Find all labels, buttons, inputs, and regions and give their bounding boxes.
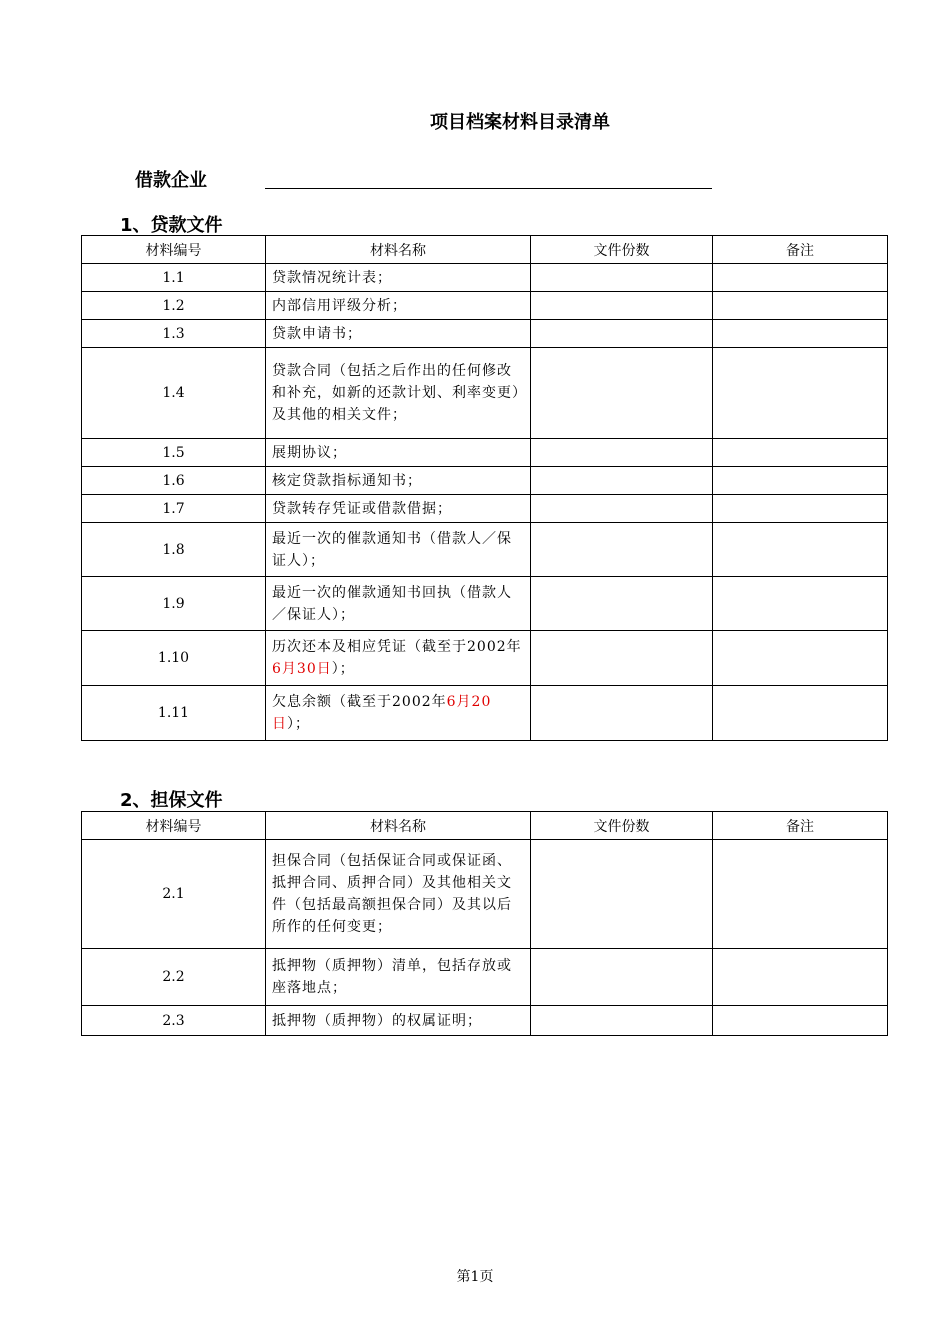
table-row <box>82 320 888 348</box>
header-name: 材料名称 <box>266 236 531 264</box>
table-header-row <box>82 236 888 264</box>
row-copies-cell[interactable] <box>531 840 713 949</box>
table-row <box>82 467 888 495</box>
table-row <box>82 1006 888 1036</box>
row-remarks-cell[interactable] <box>713 577 888 631</box>
section2-title: 2、担保文件 <box>120 790 223 811</box>
row-name: 最近一次的催款通知书回执（借款人／保证人）； <box>266 577 531 631</box>
row-number: 2.3 <box>82 1006 266 1036</box>
row-name-date: 6月30日 <box>272 661 332 677</box>
header-remarks: 备注 <box>713 812 888 840</box>
row-number: 1.11 <box>82 686 266 741</box>
row-remarks-cell[interactable] <box>713 320 888 348</box>
guarantee-documents-table <box>81 811 888 1036</box>
row-copies-cell[interactable] <box>531 292 713 320</box>
row-number: 1.8 <box>82 523 266 577</box>
table-row <box>82 840 888 949</box>
section1-title: 1、贷款文件 <box>120 215 223 236</box>
row-remarks-cell[interactable] <box>713 292 888 320</box>
header-copies: 文件份数 <box>531 236 713 264</box>
page-title: 项目档案材料目录清单 <box>430 112 610 133</box>
row-number: 1.1 <box>82 264 266 292</box>
row-number: 2.1 <box>82 840 266 949</box>
page-number: 第1页 <box>456 1269 494 1285</box>
row-name: 展期协议； <box>266 439 531 467</box>
row-name: 核定贷款指标通知书； <box>266 467 531 495</box>
row-name: 抵押物（质押物）的权属证明； <box>266 1006 531 1036</box>
header-remarks: 备注 <box>713 236 888 264</box>
header-number: 材料编号 <box>82 236 266 264</box>
table-row <box>82 523 888 577</box>
row-name: 最近一次的催款通知书（借款人／保证人）； <box>266 523 531 577</box>
row-copies-cell[interactable] <box>531 348 713 439</box>
row-remarks-cell[interactable] <box>713 495 888 523</box>
row-name <box>266 631 531 686</box>
row-copies-cell[interactable] <box>531 631 713 686</box>
row-remarks-cell[interactable] <box>713 1006 888 1036</box>
table-row <box>82 686 888 741</box>
loan-documents-table <box>81 235 888 741</box>
row-name: 内部信用评级分析； <box>266 292 531 320</box>
table-row <box>82 495 888 523</box>
table-row <box>82 577 888 631</box>
row-name <box>266 686 531 741</box>
row-copies-cell[interactable] <box>531 1006 713 1036</box>
table-header-row <box>82 812 888 840</box>
borrower-input-line[interactable] <box>265 188 712 189</box>
row-name-text-end: ）； <box>287 716 310 732</box>
row-number: 1.5 <box>82 439 266 467</box>
row-number: 1.4 <box>82 348 266 439</box>
row-number: 1.6 <box>82 467 266 495</box>
row-name: 担保合同（包括保证合同或保证函、抵押合同、质押合同）及其他相关文件（包括最高额担保合同）及其以后所作的任何变更； <box>266 840 531 949</box>
row-number: 1.9 <box>82 577 266 631</box>
row-name: 抵押物（质押物）清单，包括存放或座落地点； <box>266 949 531 1006</box>
row-copies-cell[interactable] <box>531 264 713 292</box>
row-remarks-cell[interactable] <box>713 467 888 495</box>
row-name-text-end: ）； <box>331 661 355 677</box>
row-number: 1.3 <box>82 320 266 348</box>
row-remarks-cell[interactable] <box>713 348 888 439</box>
row-name: 贷款情况统计表； <box>266 264 531 292</box>
table-row <box>82 631 888 686</box>
header-name: 材料名称 <box>266 812 531 840</box>
row-remarks-cell[interactable] <box>713 631 888 686</box>
row-name: 贷款合同（包括之后作出的任何修改和补充，如新的还款计划、利率变更）及其他的相关文件； <box>266 348 531 439</box>
row-name-date: 6月20日 <box>272 694 492 732</box>
table-row <box>82 949 888 1006</box>
row-remarks-cell[interactable] <box>713 264 888 292</box>
row-remarks-cell[interactable] <box>713 439 888 467</box>
row-name: 贷款申请书； <box>266 320 531 348</box>
row-copies-cell[interactable] <box>531 686 713 741</box>
row-copies-cell[interactable] <box>531 949 713 1006</box>
row-remarks-cell[interactable] <box>713 686 888 741</box>
table-row <box>82 348 888 439</box>
row-remarks-cell[interactable] <box>713 523 888 577</box>
row-number: 1.2 <box>82 292 266 320</box>
row-remarks-cell[interactable] <box>713 840 888 949</box>
table-row <box>82 264 888 292</box>
row-copies-cell[interactable] <box>531 320 713 348</box>
row-copies-cell[interactable] <box>531 495 713 523</box>
row-copies-cell[interactable] <box>531 467 713 495</box>
row-name-text: 欠息余额（截至于2002年 <box>272 694 447 710</box>
row-copies-cell[interactable] <box>531 439 713 467</box>
row-number: 1.7 <box>82 495 266 523</box>
row-name: 贷款转存凭证或借款借据； <box>266 495 531 523</box>
row-number: 2.2 <box>82 949 266 1006</box>
row-number: 1.10 <box>82 631 266 686</box>
table-row <box>82 439 888 467</box>
table-row <box>82 292 888 320</box>
row-copies-cell[interactable] <box>531 577 713 631</box>
borrower-label: 借款企业 <box>135 170 207 191</box>
row-remarks-cell[interactable] <box>713 949 888 1006</box>
header-copies: 文件份数 <box>531 812 713 840</box>
row-name-text: 历次还本及相应凭证（截至于2002年 <box>272 639 522 655</box>
row-copies-cell[interactable] <box>531 523 713 577</box>
header-number: 材料编号 <box>82 812 266 840</box>
